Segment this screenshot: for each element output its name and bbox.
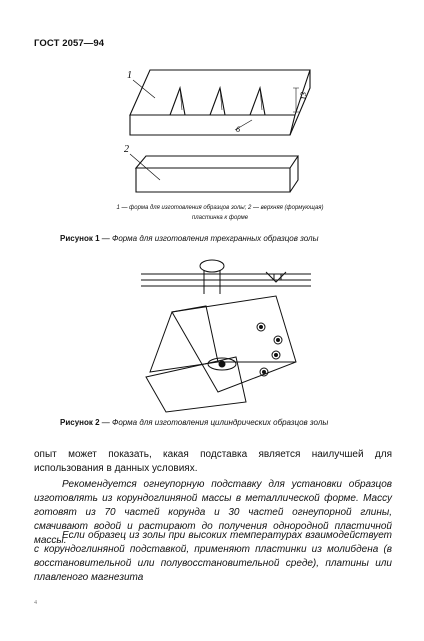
figure-1-label-1: 1 xyxy=(127,70,132,81)
paragraph-support-choice: опыт может показать, какая подставка является наилучшей для использования в данных условиях. xyxy=(34,449,392,474)
figure-1-label-2: 2 xyxy=(124,144,129,155)
figure-2-caption-prefix: Рисунок 2 xyxy=(60,418,100,427)
figure-1-dimension-angle: 6 xyxy=(236,125,240,134)
figure-1-caption xyxy=(60,234,318,243)
paragraph-support-manufacturing: Рекомендуется огнеупорную подставку для установки образцов изготовлять из корундоглиняной массы в металлической форме. Массу готовят из 70 частей корунда и 30 частей огнеупорной глины, смачивают водой и растирают до получения однородной пластичной массы. xyxy=(34,479,392,546)
figure-1-dimension-height: 13 xyxy=(299,92,308,100)
page-mark: 4 xyxy=(34,600,37,606)
paragraph-alternative-plates: Если образец из золы при высоких температурах взаимодействует с корундоглиняной подставкой, применяют пластинки из молибдена (в восстановительной или полувосстановительной среде), платины или плавленого магнезита xyxy=(34,530,392,583)
figure-2-drawing xyxy=(136,252,336,418)
figure-2-caption xyxy=(60,418,328,427)
figure-1-caption-text: — Форма для изготовления трехгранных образцов золы xyxy=(99,234,319,243)
figure-1-legend-line1: 1 — форма для изготовления образцов золы; 2 — верхняя (формующая) xyxy=(116,205,324,211)
figure-1-drawing xyxy=(100,60,330,206)
document-header: ГОСТ 2057—94 xyxy=(34,38,105,49)
figure-1-legend-line2: пластинка к форме xyxy=(191,215,249,221)
figure-1-caption-prefix: Рисунок 1 xyxy=(60,234,100,243)
figure-2-caption-text: — Форма для изготовления цилиндрических образцов золы xyxy=(99,418,329,427)
